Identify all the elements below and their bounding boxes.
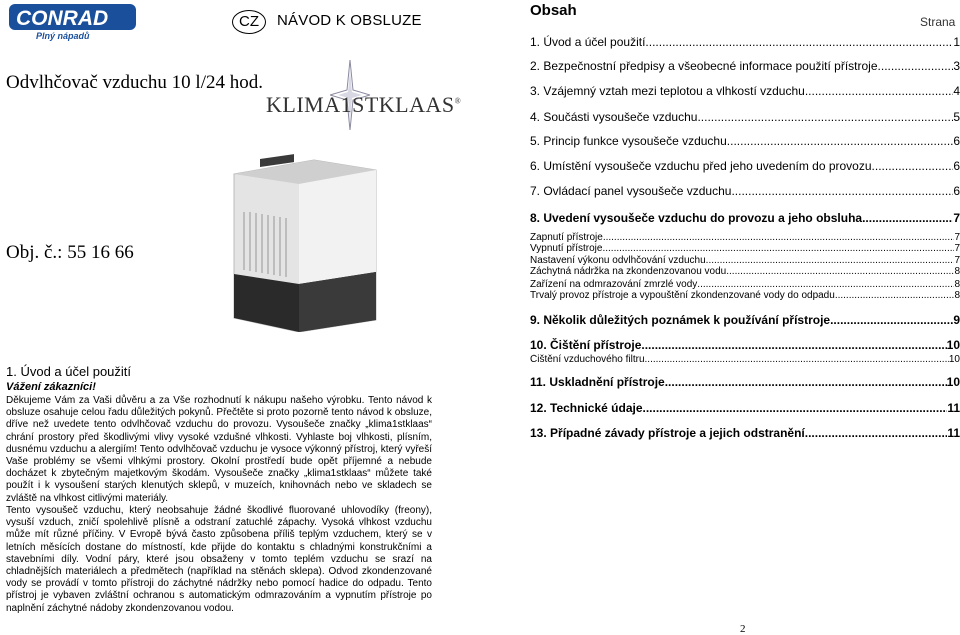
toc-entry-title: Vypnutí přístroje bbox=[530, 243, 603, 254]
toc-dot-leader bbox=[878, 59, 954, 73]
toc-entry-title: 9. Několik důležitých poznámek k používání přístroje bbox=[530, 313, 831, 327]
toc-dot-leader bbox=[697, 110, 953, 124]
intro-paragraph-1: Děkujeme Vám za Vaši důvěru a za Vše rozhodnutí k nákupu našeho výrobku. Tento návod k obsluze osahuje celou řadu důležitých pokynů. Přečtěte si proto pozorně tento návod k obsluze, dříve než uvedete tento odvlhčovač vzduchu do provozu. Vysoušeče značky „klima1stklaas“ chrání prostory před škodlivými vlivy vysoké vzdušné vlhkosti. Vyhlaste boj vlhkosti, plísním, dusnému vzduchu a alergiím! Tento odvlhčovač vzduchu je vysoce výkonný přístroj, který vyřeší Vaše problémy se všemi vlhkými prostory. Okolní prostředí bude opět příjemné a nebude docházet k zbytečným majetkovým škodám. Vysoušeče značky „klima1stklaas“ můžete také použít i k vysoušení starých klenutých sklepů, v muzeích, knihovnách nebo ve skladech se zvláště na vlhkost citlivými materiály. bbox=[6, 395, 432, 504]
toc-entry-page: 8 bbox=[954, 266, 960, 277]
toc-entry[interactable] bbox=[530, 338, 960, 352]
toc-dot-leader bbox=[603, 232, 955, 243]
toc-dot-leader bbox=[872, 159, 954, 173]
toc-dot-leader bbox=[862, 211, 953, 225]
toc-entry[interactable] bbox=[530, 84, 960, 98]
intro-paragraph-2: Tento vysoušeč vzduchu, který neobsahuje žádné škodlivé fluorované uhlovodíky (freony), vysuší vzduch, zničí spolehlivě plísně a odstraní zatuchlé zápachy. Vysoká vlhkost vzduchu může mít různé příčiny. V Evropě bývá často způsobena příliš teplým vzduchem, který se v letních měsících dostane do místností, kde přijde do kontaktu s chladnými konstrukčními a stavebními díly. Vodní páry, které jsou obsaženy v tomto teplém vzduchu se srazí na chladnějších materiálech a předmětech (například na stěnách sklepa). Odvod zkondenzované vody se provádí v tomto přístroji do záchytné nádržky nebo pomocí hadice do odpadu. Tento přístroj je vybaven zvláštní ochranou s automatickým odmrazováním a vypnutím přístroje po naplnění záchytné nádoby zkondenzovanou vodou. bbox=[6, 505, 432, 614]
toc-entry[interactable] bbox=[530, 375, 960, 389]
toc-entry-page: 5 bbox=[953, 110, 960, 124]
toc-entry[interactable] bbox=[530, 401, 960, 415]
toc-entry-page: 7 bbox=[954, 255, 960, 266]
toc-entry-title: 3. Vzájemný vztah mezi teplotou a vlhkostí vzduchu bbox=[530, 84, 805, 98]
toc-entry-title: Nastavení výkonu odvlhčování vzduchu bbox=[530, 255, 706, 266]
toc-entry-title: 6. Umístění vysoušeče vzduchu před jeho uvedením do provozu bbox=[530, 159, 872, 173]
toc-entry[interactable] bbox=[530, 159, 960, 173]
conrad-logo bbox=[8, 2, 138, 42]
toc-entry-title: 2. Bezpečnostní předpisy a všeobecné informace použití přístroje bbox=[530, 59, 878, 73]
toc-dot-leader bbox=[706, 255, 955, 266]
toc-entry-page: 6 bbox=[953, 159, 960, 173]
toc-dot-leader bbox=[805, 426, 948, 440]
toc-dot-leader bbox=[641, 338, 946, 352]
toc-entry-page: 8 bbox=[954, 290, 960, 301]
toc-entry-title: Záchytná nádržka na zkondenzovanou vodu bbox=[530, 266, 727, 277]
toc-entry[interactable] bbox=[530, 290, 960, 301]
toc-dot-leader bbox=[665, 375, 947, 389]
brand-name: KLIMA1STKLAAS bbox=[266, 92, 455, 117]
toc-entry-title: 5. Princip funkce vysoušeče vzduchu bbox=[530, 134, 727, 148]
toc-entry-page: 11 bbox=[947, 401, 960, 415]
toc-entry-page: 1 bbox=[953, 35, 960, 49]
order-number: Obj. č.: 55 16 66 bbox=[6, 242, 134, 263]
toc-entry-title: 11. Uskladnění přístroje bbox=[530, 375, 665, 389]
page-number: 2 bbox=[740, 623, 746, 635]
toc-dot-leader bbox=[835, 290, 955, 301]
toc-entry[interactable] bbox=[530, 354, 960, 365]
toc-entry[interactable] bbox=[530, 266, 960, 277]
toc-entry-title: 1. Úvod a účel použití bbox=[530, 35, 646, 49]
toc-entry[interactable] bbox=[530, 313, 960, 327]
toc-entry[interactable] bbox=[530, 184, 960, 198]
toc-dot-leader bbox=[643, 401, 948, 415]
toc-entry[interactable] bbox=[530, 279, 960, 290]
toc-entry-page: 10 bbox=[946, 338, 960, 352]
toc-entry-title: 13. Případné závady přístroje a jejich odstranění bbox=[530, 426, 805, 440]
toc-entry[interactable] bbox=[530, 59, 960, 73]
toc-entry-title: 7. Ovládací panel vysoušeče vzduchu bbox=[530, 184, 732, 198]
toc-dot-leader bbox=[727, 134, 954, 148]
document-title: NÁVOD K OBSLUZE bbox=[277, 12, 422, 29]
toc-entry-title: Čištění vzduchového filtru bbox=[530, 354, 645, 365]
toc-entry-page: 3 bbox=[953, 59, 960, 73]
brand-logo bbox=[266, 92, 461, 118]
toc-page-label: Strana bbox=[920, 15, 956, 29]
product-name: Odvlhčovač vzduchu 10 l/24 hod. bbox=[6, 72, 263, 93]
toc-entry-page: 9 bbox=[953, 313, 960, 327]
toc-dot-leader bbox=[645, 35, 953, 49]
toc-entry-title: 4. Součásti vysoušeče vzduchu bbox=[530, 110, 698, 124]
toc-dot-leader bbox=[602, 243, 954, 254]
language-badge: CZ bbox=[232, 10, 266, 34]
toc-entry-page: 7 bbox=[953, 211, 960, 225]
greeting: Vážení zákazníci! bbox=[6, 381, 96, 393]
toc-entry[interactable] bbox=[530, 426, 960, 440]
toc-dot-leader bbox=[731, 184, 953, 198]
toc-entry[interactable] bbox=[530, 232, 960, 243]
toc-entry-page: 8 bbox=[954, 279, 960, 290]
toc-entry-page: 6 bbox=[953, 134, 960, 148]
toc-dot-leader bbox=[726, 266, 954, 277]
dehumidifier-image bbox=[224, 152, 404, 332]
toc-entry[interactable] bbox=[530, 243, 960, 254]
logo-tagline: Plný nápadů bbox=[36, 31, 90, 41]
toc-entry-page: 7 bbox=[954, 232, 960, 243]
toc-entry[interactable] bbox=[530, 255, 960, 266]
toc-title: Obsah bbox=[530, 2, 577, 19]
toc-entry-title: 10. Čištění přístroje bbox=[530, 338, 642, 352]
toc-dot-leader bbox=[645, 354, 949, 365]
toc-entry-page: 10 bbox=[948, 354, 960, 365]
toc-entry-title: Zapnutí přístroje bbox=[530, 232, 603, 243]
toc-dot-leader bbox=[805, 84, 954, 98]
toc-entry-title: 8. Uvedení vysoušeče vzduchu do provozu a jeho obsluha bbox=[530, 211, 863, 225]
toc-dot-leader bbox=[830, 313, 953, 327]
toc-entry-title: Zařízení na odmrazování zmrzlé vody bbox=[530, 279, 698, 290]
toc-entry-title: 12. Technické údaje bbox=[530, 401, 643, 415]
toc-entry[interactable] bbox=[530, 110, 960, 124]
toc-entry[interactable] bbox=[530, 134, 960, 148]
toc-entry-page: 10 bbox=[946, 375, 960, 389]
toc-entry[interactable] bbox=[530, 35, 960, 49]
toc-entry-page: 7 bbox=[954, 243, 960, 254]
toc-dot-leader bbox=[697, 279, 954, 290]
section-heading: 1. Úvod a účel použití bbox=[6, 364, 132, 379]
toc-entry[interactable] bbox=[530, 211, 960, 225]
logo-text: CONRAD bbox=[16, 7, 109, 30]
toc-entry-page: 4 bbox=[953, 84, 960, 98]
registered-mark: ® bbox=[454, 96, 462, 106]
toc-entry-page: 6 bbox=[953, 184, 960, 198]
toc-entry-page: 11 bbox=[947, 426, 960, 440]
toc-entry-title: Trvalý provoz přístroje a vypouštění zkondenzované vody do odpadu bbox=[530, 290, 835, 301]
